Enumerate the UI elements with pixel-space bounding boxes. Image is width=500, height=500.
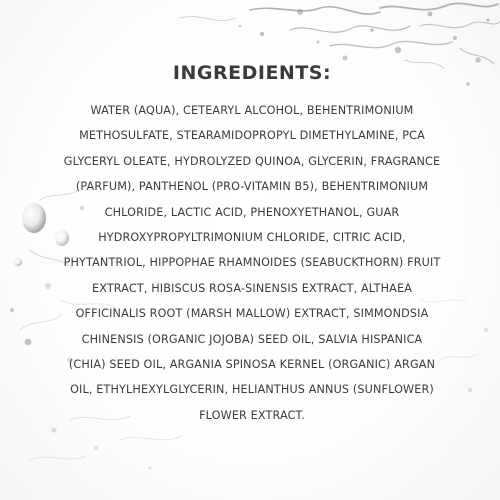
ingredients-line: CHINENSIS (ORGANIC JOJOBA) SEED OIL, SALVIA HISPANICA — [81, 332, 423, 346]
ingredients-heading: INGREDIENTS: — [172, 62, 332, 84]
ingredients-line: GLYCERYL OLEATE, HYDROLYZED QUINOA, GLYCERIN, FRAGRANCE — [63, 154, 441, 168]
top-splash — [180, 3, 500, 68]
ingredients-list — [44, 98, 460, 428]
ingredients-line: WATER (AQUA), CETEARYL ALCOHOL, BEHENTRIMONIUM — [90, 104, 414, 117]
ingredients-line: OIL, ETHYLHEXYLGLYCERIN, HELIANTHUS ANNUS (SUNFLOWER) — [70, 383, 434, 397]
bottom-droplets — [51, 427, 151, 469]
ingredients-line: PHYTANTRIOL, HIPPOPHAE RHAMNOIDES (SEABUCKTHORN) FRUIT — [63, 256, 441, 270]
ingredients-line: HYDROXYPROPYLTRIMONIUM CHLORIDE, CITRIC ACID, — [98, 231, 406, 245]
ingredients-panel — [44, 62, 460, 428]
ingredients-line: EXTRACT, HIBISCUS ROSA-SINENSIS EXTRACT, ALTHAEA — [91, 281, 412, 295]
ingredients-line: (PARFUM), PANTHENOL (PRO-VITAMIN B5), BEHENTRIMONIUM — [75, 180, 429, 194]
ingredients-line: (CHIA) SEED OIL, ARGANIA SPINOSA KERNEL (ORGANIC) ARGAN — [68, 358, 436, 372]
ingredients-line: FLOWER EXTRACT. — [199, 408, 305, 422]
right-droplets — [468, 328, 488, 392]
ingredients-line: OFFICINALIS ROOT (MARSH MALLOW) EXTRACT, SIMMONDSIA — [75, 307, 429, 321]
ingredients-line: METHOSULFATE, STEARAMIDOPROPYL DIMETHYLAMINE, PCA — [79, 129, 425, 143]
ingredients-line: CHLORIDE, LACTIC ACID, PHENOXYETHANOL, GUAR — [104, 205, 400, 219]
